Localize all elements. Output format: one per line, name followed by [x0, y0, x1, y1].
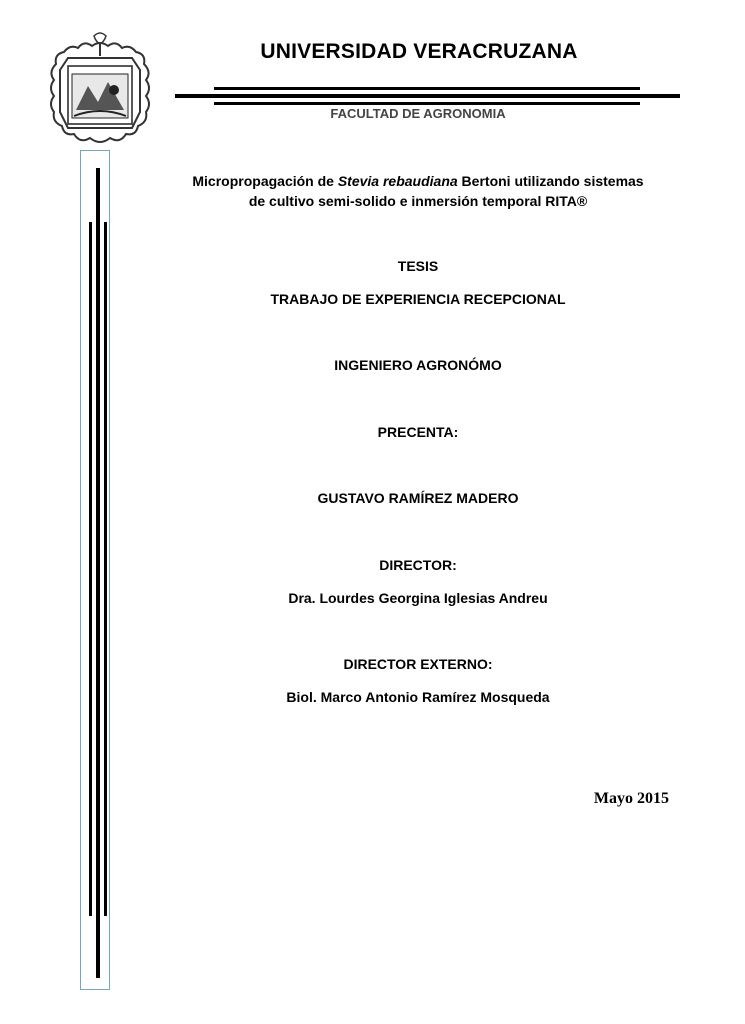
thesis-title-line-1 [160, 171, 676, 191]
external-director-label: DIRECTOR EXTERNO: [343, 656, 493, 672]
thesis-title-line-2: de cultivo semi-solido e inmersión temporal RITA® [248, 193, 588, 209]
work-type: TRABAJO DE EXPERIENCIA RECEPCIONAL [270, 291, 566, 307]
vertical-bar-right [104, 222, 107, 916]
thesis-title [160, 171, 676, 211]
title-part-2: Bertoni utilizando sistemas [457, 173, 644, 189]
university-name: UNIVERSIDAD VERACRUZANA [260, 40, 578, 63]
submission-date: Mayo 2015 [593, 790, 669, 807]
vertical-bar-center [96, 168, 100, 978]
doc-type: TESIS [397, 258, 439, 274]
director-label: DIRECTOR: [379, 557, 457, 573]
title-species: Stevia rebaudiana [337, 173, 458, 189]
vertical-bar-left [89, 222, 92, 916]
header-rule-bottom [214, 102, 640, 105]
degree: INGENIERO AGRONÓMO [334, 357, 502, 373]
title-part-1: Micropropagación de [192, 173, 338, 189]
author-name: GUSTAVO RAMÍREZ MADERO [317, 490, 519, 506]
presents-label: PRECENTA: [377, 424, 459, 440]
external-director-name: Biol. Marco Antonio Ramírez Mosqueda [286, 689, 550, 705]
faculty-name: FACULTAD DE AGRONOMIA [330, 106, 506, 121]
header-rule-middle [175, 94, 680, 98]
director-name: Dra. Lourdes Georgina Iglesias Andreu [288, 590, 548, 606]
seal-text [156, 30, 157, 31]
university-seal-logo [44, 30, 156, 152]
header-rule-top [214, 87, 640, 90]
